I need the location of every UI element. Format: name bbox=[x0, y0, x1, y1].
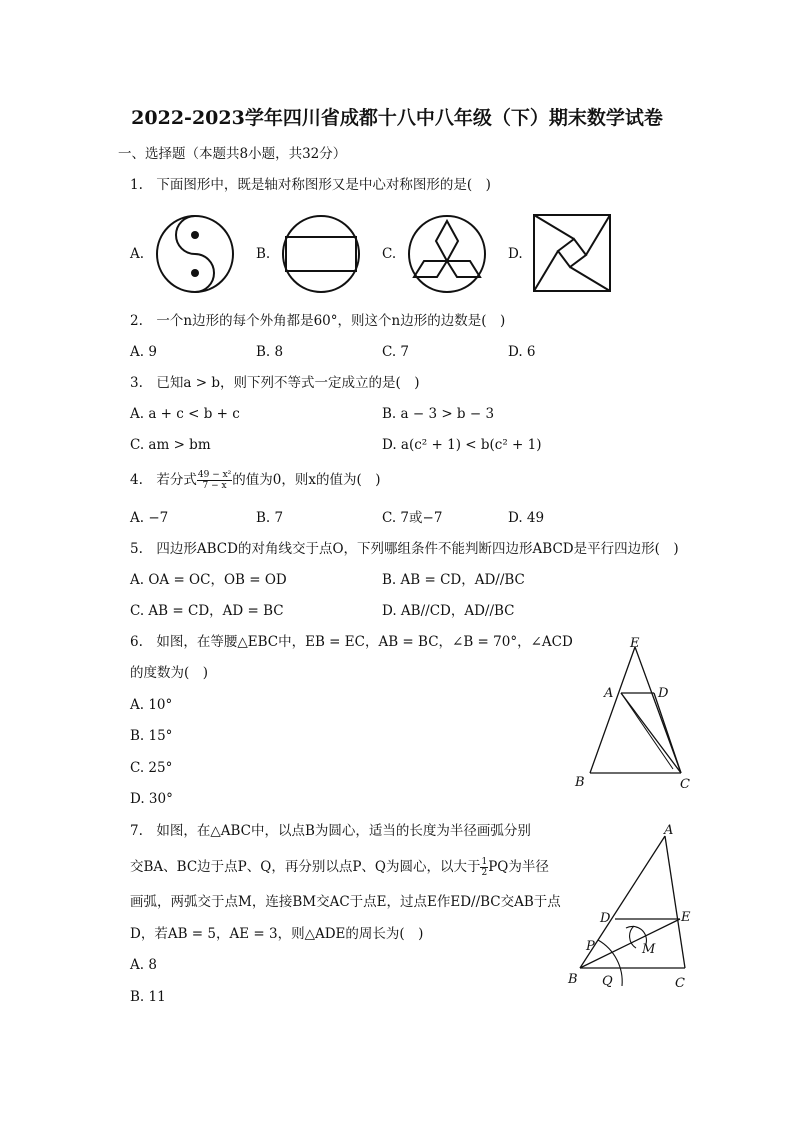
q6-label-c: C bbox=[680, 777, 690, 792]
q7-triangle-figure bbox=[564, 818, 700, 996]
q2-option-d: D. 6 bbox=[508, 344, 536, 360]
q7-label-p: P bbox=[586, 939, 595, 954]
q1-option-b-label: B. bbox=[256, 246, 271, 262]
q4-option-c: C. 7或−7 bbox=[382, 510, 443, 526]
q7-line2-prefix: 交BA、BC边于点P、Q，再分别以点P、Q为圆心，以大于 bbox=[130, 859, 481, 875]
q6-option-a: A. 10° bbox=[130, 697, 173, 713]
q7-label-m: M bbox=[642, 942, 656, 957]
q6-option-b: B. 15° bbox=[130, 728, 173, 744]
q1-option-c-label: C. bbox=[382, 246, 397, 262]
q4-stem bbox=[130, 470, 381, 491]
q2-option-c: C. 7 bbox=[382, 344, 410, 360]
q6-label-d: D bbox=[658, 686, 669, 701]
q3-option-d: D. a(c² + 1) < b(c² + 1) bbox=[382, 437, 542, 453]
q7-label-d: D bbox=[600, 911, 611, 926]
q3-stem: 3. 已知a > b，则下列不等式一定成立的是( ) bbox=[130, 375, 420, 391]
q4-option-a: A. −7 bbox=[130, 510, 169, 526]
q2-stem: 2. 一个n边形的每个外角都是60°，则这个n边形的边数是( ) bbox=[130, 313, 506, 329]
q6-stem-line1: 6. 如图，在等腰△EBC中，EB = EC，AB = BC，∠B = 70°，∠ACD bbox=[130, 634, 573, 650]
q2-option-a: A. 9 bbox=[130, 344, 157, 360]
section-heading: 一、选择题（本题共8小题，共32分） bbox=[118, 146, 347, 162]
q5-option-d: D. AB//CD，AD//BC bbox=[382, 603, 515, 619]
q7-fraction-numerator: 1 bbox=[481, 857, 488, 867]
q5-option-a: A. OA = OC，OB = OD bbox=[130, 572, 287, 588]
q2-option-b: B. 8 bbox=[256, 344, 284, 360]
q7-stem-line4: D，若AB = 5，AE = 3，则△ADE的周长为( ) bbox=[130, 926, 424, 942]
q7-label-q: Q bbox=[602, 974, 613, 989]
q1-stem: 1. 下面图形中，既是轴对称图形又是中心对称图形的是( ) bbox=[130, 177, 491, 193]
q1-option-a-label: A. bbox=[130, 246, 145, 262]
q6-label-a: A bbox=[604, 686, 614, 701]
q3-option-a: A. a + c < b + c bbox=[130, 406, 240, 422]
q5-stem: 5. 四边形ABCD的对角线交于点O，下列哪组条件不能判断四边形ABCD是平行四边形( ) bbox=[130, 541, 679, 557]
page-title: 2022-2023学年四川省成都十八中八年级（下）期末数学试卷 bbox=[131, 107, 663, 129]
q4-fraction bbox=[197, 470, 232, 491]
q4-stem-prefix: 4. 若分式 bbox=[130, 472, 197, 488]
pinwheel-square-figure bbox=[530, 211, 616, 297]
q6-stem-line2: 的度数为( ) bbox=[130, 665, 209, 681]
q1-option-d-label: D. bbox=[508, 246, 523, 262]
q7-stem-line2 bbox=[130, 857, 549, 878]
q7-label-c: C bbox=[675, 976, 685, 991]
q4-option-d: D. 49 bbox=[508, 510, 545, 526]
three-diamonds-figure bbox=[404, 211, 490, 297]
q6-triangle-figure bbox=[570, 632, 700, 794]
q3-option-b: B. a − 3 > b − 3 bbox=[382, 406, 495, 422]
q7-label-e: E bbox=[681, 910, 691, 925]
q6-option-d: D. 30° bbox=[130, 791, 173, 807]
q7-fraction-denominator: 2 bbox=[481, 868, 488, 878]
yin-yang-figure bbox=[152, 211, 238, 297]
q7-option-a: A. 8 bbox=[130, 957, 157, 973]
q7-line2-suffix: PQ为半径 bbox=[488, 859, 549, 875]
q6-option-c: C. 25° bbox=[130, 760, 173, 776]
q7-option-b: B. 11 bbox=[130, 989, 166, 1005]
q4-stem-suffix: 的值为0，则x的值为( ) bbox=[232, 472, 381, 488]
q5-option-c: C. AB = CD，AD = BC bbox=[130, 603, 284, 619]
q7-stem-line1: 7. 如图，在△ABC中，以点B为圆心，适当的长度为半径画弧分别 bbox=[130, 823, 531, 839]
q6-label-b: B bbox=[575, 775, 585, 790]
q3-option-c: C. am > bm bbox=[130, 437, 211, 453]
q7-label-b: B bbox=[568, 972, 578, 987]
q4-fraction-denominator: 7 − x bbox=[202, 481, 227, 491]
q6-label-e: E bbox=[630, 636, 640, 651]
q5-option-b: B. AB = CD，AD//BC bbox=[382, 572, 525, 588]
q4-option-b: B. 7 bbox=[256, 510, 284, 526]
q7-stem-line3: 画弧，两弧交于点M，连接BM交AC于点E，过点E作ED//BC交AB于点 bbox=[130, 894, 561, 910]
q7-label-a: A bbox=[664, 823, 674, 838]
circle-rectangle-figure bbox=[278, 211, 364, 297]
q4-fraction-numerator: 49 − x² bbox=[197, 470, 232, 480]
